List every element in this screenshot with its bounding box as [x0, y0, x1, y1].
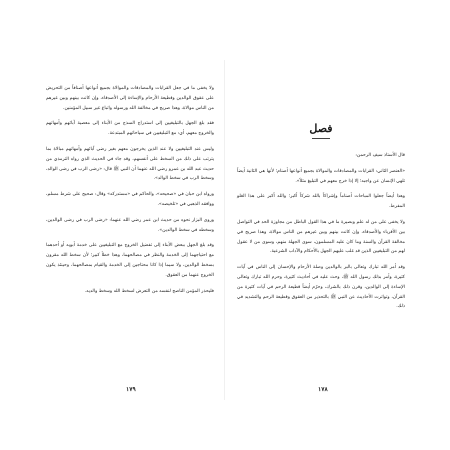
section-heading: [237, 122, 405, 139]
left-paragraph-1: ولا يخفى ما في جعل القرابات والمصادقات والموالاة بجميع أنواعها أصنافاً من التحريض على عقوق الوالدين وقطيعة الأرحام والإساءة إلى الأصدقاء، وإن كانت بينهم وبين غيرهم من الناس موالاة، وهذا صريح في مخالفة الله ورسوله واتباع غير سبيل المؤمنين.: [46, 86, 214, 111]
left-page-number: ١٧٩: [126, 386, 136, 393]
left-paragraph-7: فليحذر المؤمن الناصح لنفسه من التعرض لسخط الله وسخط والديه.: [84, 288, 214, 294]
left-page: [46, 84, 214, 384]
right-paragraph-1: «العنصر الثاني: القرابات والمصادقات والموالاة بجميع أنواعها أصنام؛ لأنها هي الثانية أيضاً تلهي الإنسان عن واجبه؛ إلا إذا خرج معهم في التبليغ مثلاً».: [237, 168, 405, 184]
right-page: [237, 84, 405, 384]
left-paragraph-5: وروى البزار نحوه من حديث ابن عمر رضي الله عنهما: «رضى الرب في رضى الوالدين، وسخطه في سخط الوالدين».: [46, 217, 214, 233]
right-paragraph-3: ولا يخفى على من له علم وبصيرة ما في هذا القول الباطل من مجاوزة الحد في التواصل بين الأقرباء والأصدقاء، وإن كانت بينهم وبين غيرهم من الناس موالاة، وهذا صريح في مخالفة القرآن والسنة وما كان عليه المسلمون، سوى الجهلة منهم، وسوى من لا عقول لهم من التبليغيين الذين قد غلب عليهم الجهل بالأحكام والآداب الشرعية.: [237, 219, 405, 255]
left-paragraph-6: وقد بلغ الجهل ببعض الأبناء إلى تفضيل الخروج مع التبليغيين على خدمة أبويه أو أحدهما مع احتياجهما إلى الخدمة والنظر في مصالحهما، وهذا خطأ كبير؛ لأن سخط الله مقرون بسخط الوالدين، ولا سيما إذا كانا محتاجين إلى الخدمة والقيام بمصالحهما، وحينئذ يكون الخروج عنهما من العقوق.: [46, 243, 214, 278]
left-paragraph-4: ورواه ابن حبان في «صحيحه»، والحاكم في «مستدركه» وقال: صحيح على شرط مسلم، ووافقه الذهبي في «تلخيصه».: [46, 192, 214, 207]
right-paragraph-4: وقد أمر الله تبارك وتعالى بالبر بالوالدين وصلة الأرحام والإحسان إلى الناس في آيات كثيرة، وأمر بذلك رسول الله ﷺ، وحث عليه في أحاديث كثيرة، وحرم الله تبارك وتعالى الإساءة إلى الوالدين، وقرن ذلك بالشرك، وحرّم أيضاً قطيعة الرحم في آيات كثيرة من القرآن، وتواترت الأحاديث عن النبي ﷺ بالتحذير من العقوق وقطيعة الرحم والتشديد في ذلك.: [237, 265, 405, 310]
right-intro: قال الأستاذ سيف الرحمن:: [355, 153, 405, 158]
right-paragraph-2: وهذا أيضاً جعلوا المباحات أصناماً وإشراكاً بالله شركاً أكبر؛ والله أكبر على هذا الغلو المفرط.: [237, 194, 405, 210]
left-paragraph-2: فقد بلغ الجهل بالتبليغيين إلى استدراج السذج من الأبناء إلى معصية آبائهم وأمهاتهم والخروج معهم، أي: مع التبليغيين في سياحاتهم المبتدعة.: [46, 121, 214, 137]
right-page-number: ١٧٨: [318, 386, 328, 393]
section-heading-text: فصل: [309, 122, 333, 135]
left-paragraph-3: وليس عند التبليغيين ولا عند الذين يخرجون معهم بغير رضى آبائهم وأمهاتهم مبالاة بما يترتب على ذلك من السخط على أنفسهم، وقد جاء في الحديث الذي رواه الترمذي من حديث عبد الله بن عمرو رضي الله عنهما أن النبي ﷺ قال: «رضى الرب في رضى الوالد، وسخط الرب في سخط الوالد».: [46, 146, 214, 182]
page-gutter: [224, 60, 225, 400]
heading-underline: [312, 138, 330, 139]
